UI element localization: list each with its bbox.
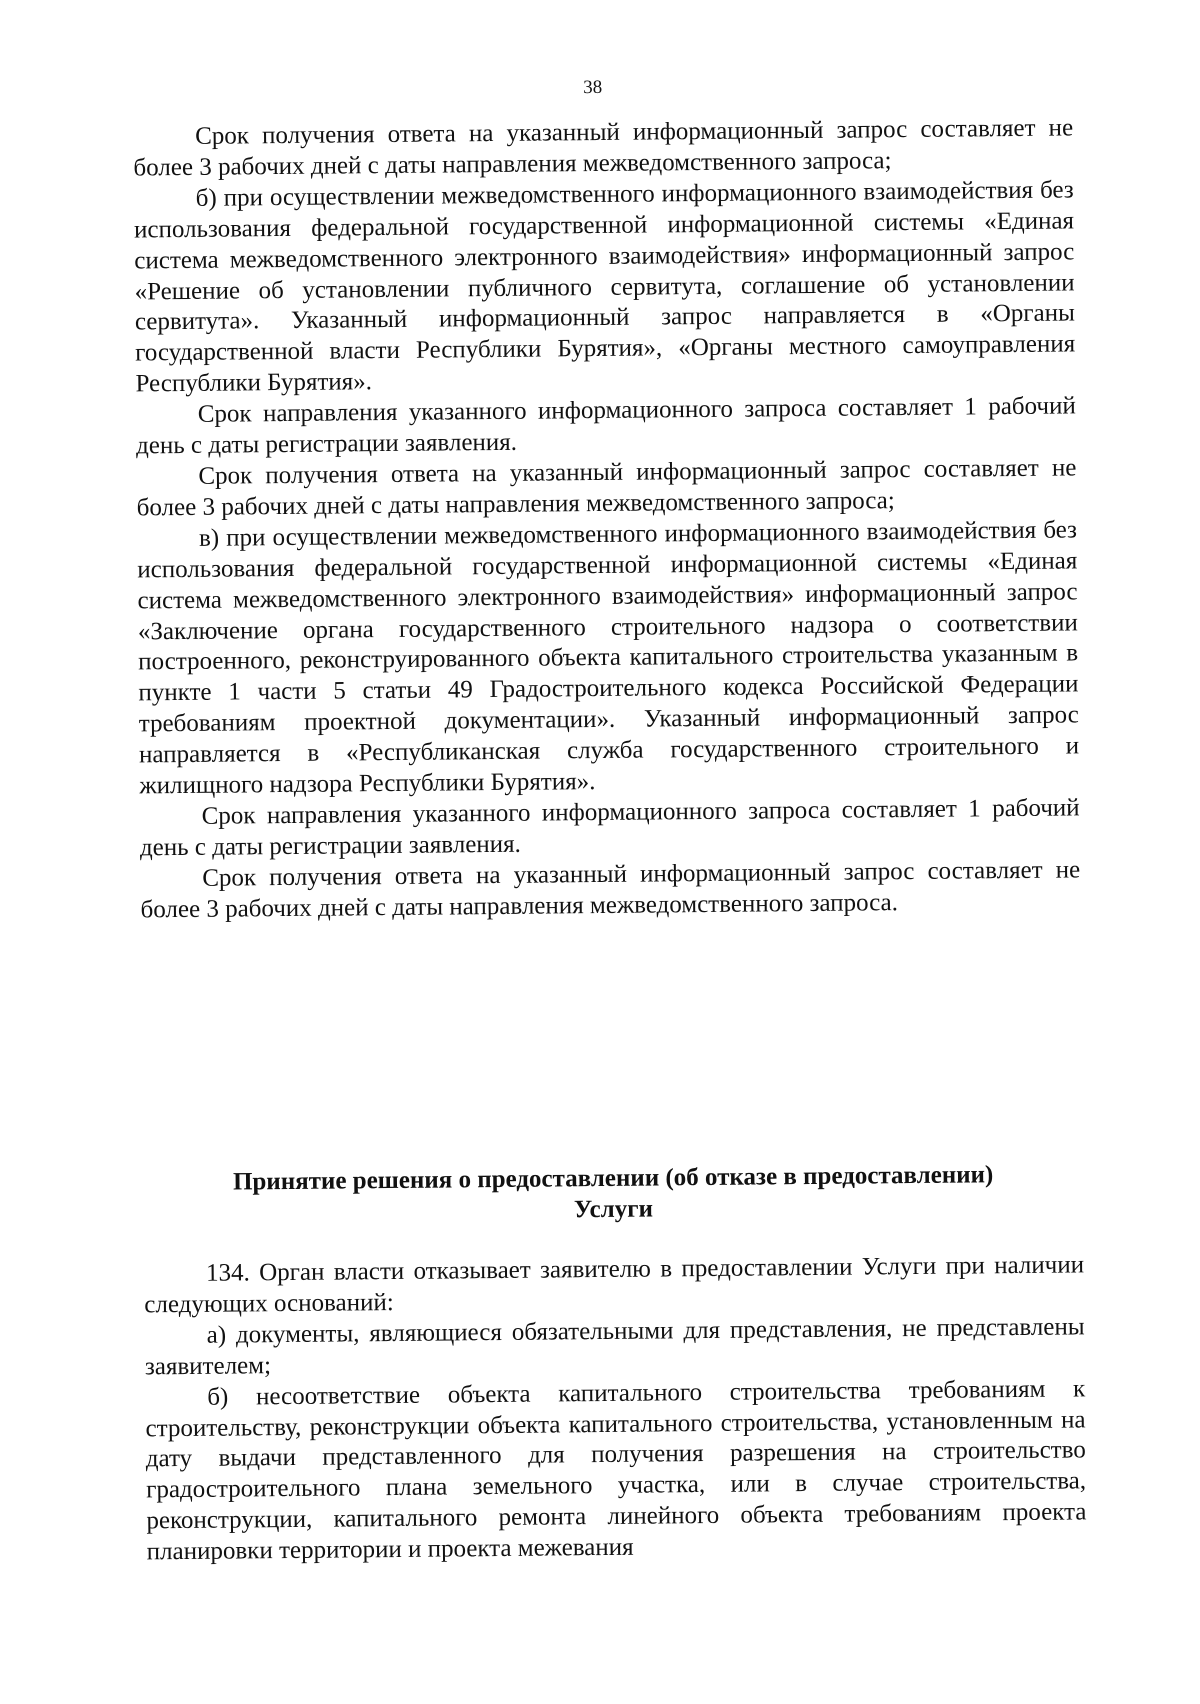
section-heading-line: Принятие решения о предоставлении (об отказе в предоставлении) — [232, 1161, 994, 1196]
paragraph: Срок получения ответа на указанный информационный запрос составляет не более 3 рабочих дней с даты направления межведомственного запроса; — [136, 454, 1077, 522]
body-text-before-heading — [133, 113, 1081, 926]
paragraph: в) при осуществлении межведомственного информационного взаимодействия без использования федеральной государственной информационной системы «Единая система межведомственного электронного взаимодействия» информационный запрос «Заключение органа государственного строительного надзора о соответствии построенного, реконструированного объекта капитального строительства указанным в пункте 1 части 5 статьи 49 Градостроительного кодекса Российской Федерации требованиям проектной документации». Указанный информационный запрос направляется в «Республиканская служба государственного строительного и жилищного надзора Республики Бурятия». — [137, 516, 1080, 800]
paragraph: Срок направления указанного информационного запроса составляет 1 рабочий день с даты регистрации заявления. — [139, 794, 1080, 862]
paragraph: б) несоответствие объекта капитального строительства требованиям к строительству, реконструкции объекта капитального строительства, установленным на дату выдачи представленного для получения разрешения на строительство градостроительного плана земельного участка, или в случае строительства, реконструкции, капитального ремонта линейного объекта требованиям проекта планировки территории и проекта межевания — [145, 1374, 1087, 1566]
paragraph: Срок получения ответа на указанный информационный запрос составляет не более 3 рабочих дней с даты направления межведомственного запроса. — [140, 856, 1081, 924]
paragraph: б) при осуществлении межведомственного информационного взаимодействия без использования федеральной государственной информационной системы «Единая система межведомственного электронного взаимодействия» информационный запрос «Решение об установлении публичного сервитута, соглашение об установлении сервитута». Указанный информационный запрос направляется в «Органы государственной власти Республики Бурятия», «Органы местного самоуправления Республики Бурятия». — [133, 176, 1076, 398]
body-text-after-heading — [144, 1250, 1087, 1568]
paragraph: Срок получения ответа на указанный информационный запрос составляет не более 3 рабочих дней с даты направления межведомственного запроса; — [133, 114, 1074, 182]
section-heading-line: Услуги — [573, 1195, 654, 1224]
paragraph: 134. Орган власти отказывает заявителю в предоставлении Услуги при наличии следующих оснований: — [144, 1251, 1085, 1319]
section-heading — [143, 1158, 1084, 1229]
page-number: 38 — [583, 76, 603, 99]
paragraph: а) документы, являющиеся обязательными для представления, не представлены заявителем; — [144, 1313, 1085, 1381]
paragraph: Срок направления указанного информационного запроса составляет 1 рабочий день с даты регистрации заявления. — [135, 392, 1076, 460]
